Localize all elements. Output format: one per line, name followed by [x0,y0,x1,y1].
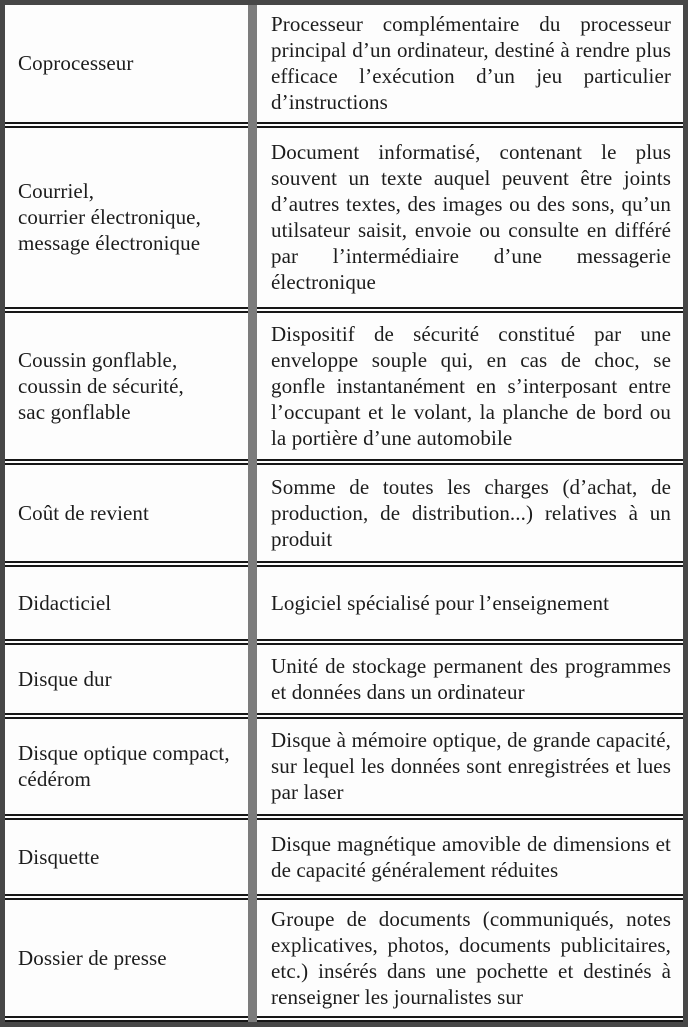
term-line: Disque dur [18,666,112,691]
definition-text: Disque à mémoire optique, de grande capacité, sur lequel les données sont enregistrées et lues par laser [271,728,671,804]
term-line: Coprocesseur [18,51,134,76]
term-text [18,590,111,616]
term-text [18,844,99,870]
term-cell [5,719,248,814]
table-row [5,645,683,713]
term-text [18,347,184,425]
term-line: Coussin gonflable, [18,347,178,372]
table-row [5,719,683,814]
term-text [18,50,134,76]
definition-cell [257,128,683,307]
term-line: cédérom [18,767,91,791]
table-row [5,465,683,561]
definition-cell [257,820,683,894]
definition-text: Processeur complémentaire du processeur principal d’un ordinateur, destiné à rendre plus efficace l’exécution d’un jeu particulier d’instructions [271,12,671,115]
definition-text: Dispositif de sécurité constitué par une enveloppe souple qui, en cas de choc, se gonfle instantanément en s’interposant entre l’occupant et le volant, la planche de bord ou la portière d’une automobile [271,321,671,450]
definition-text: Unité de stockage permanent des programmes et données dans un ordinateur [271,653,671,704]
definition-text: Disque magnétique amovible de dimensions et de capacité généralement réduites [271,831,671,882]
term-text [18,178,201,256]
definition-cell [257,719,683,814]
term-text [18,945,167,971]
term-line: Dossier de presse [18,945,167,970]
term-line: message électronique [18,231,201,255]
definition-cell [257,900,683,1017]
term-cell [5,645,248,713]
term-cell [5,820,248,894]
table-row [5,313,683,459]
term-cell [5,567,248,639]
definition-cell [257,313,683,459]
definition-cell [257,567,683,639]
row-divider [5,1016,683,1022]
column-divider-bar [248,5,257,1022]
definition-text: Groupe de documents (communiqués, notes explicatives, photos, documents publicitaires, etc.) insérés dans une pochette et destinés à renseigner les journalistes sur [271,906,671,1009]
term-line: sac gonflable [18,399,131,424]
term-text [18,740,230,792]
term-cell [5,465,248,561]
definition-cell [257,465,683,561]
table-row [5,900,683,1017]
term-line: Disquette [18,844,100,869]
term-text [18,666,112,692]
definition-cell [257,5,683,122]
definition-text: Document informatisé, contenant le plus souvent un texte auquel peuvent être joints d’autres textes, des images ou des sons, qu’un utilsateur saisit, envoie ou consulte en différé par l’intermédiaire d’une messagerie électronique [271,140,671,294]
definition-text: Somme de toutes les charges (d’achat, de production, de distribution...) relatives à un produit [271,474,671,551]
term-line: Coût de revient [18,500,149,525]
term-cell [5,5,248,122]
term-text [18,500,149,526]
term-cell [5,900,248,1017]
table-row [5,567,683,639]
term-line: courrier électronique, [18,205,201,229]
glossary-table [5,5,683,1022]
table-row [5,128,683,307]
definition-text: Logiciel spécialisé pour l’enseignement [271,590,610,615]
definition-cell [257,645,683,713]
term-line: coussin de sécurité, [18,373,184,398]
term-cell [5,128,248,307]
table-row [5,820,683,894]
table-row [5,5,683,122]
term-cell [5,313,248,459]
term-line: Didacticiel [18,590,112,615]
term-line: Courriel, [18,179,95,203]
term-line: Disque optique compact, [18,741,230,765]
